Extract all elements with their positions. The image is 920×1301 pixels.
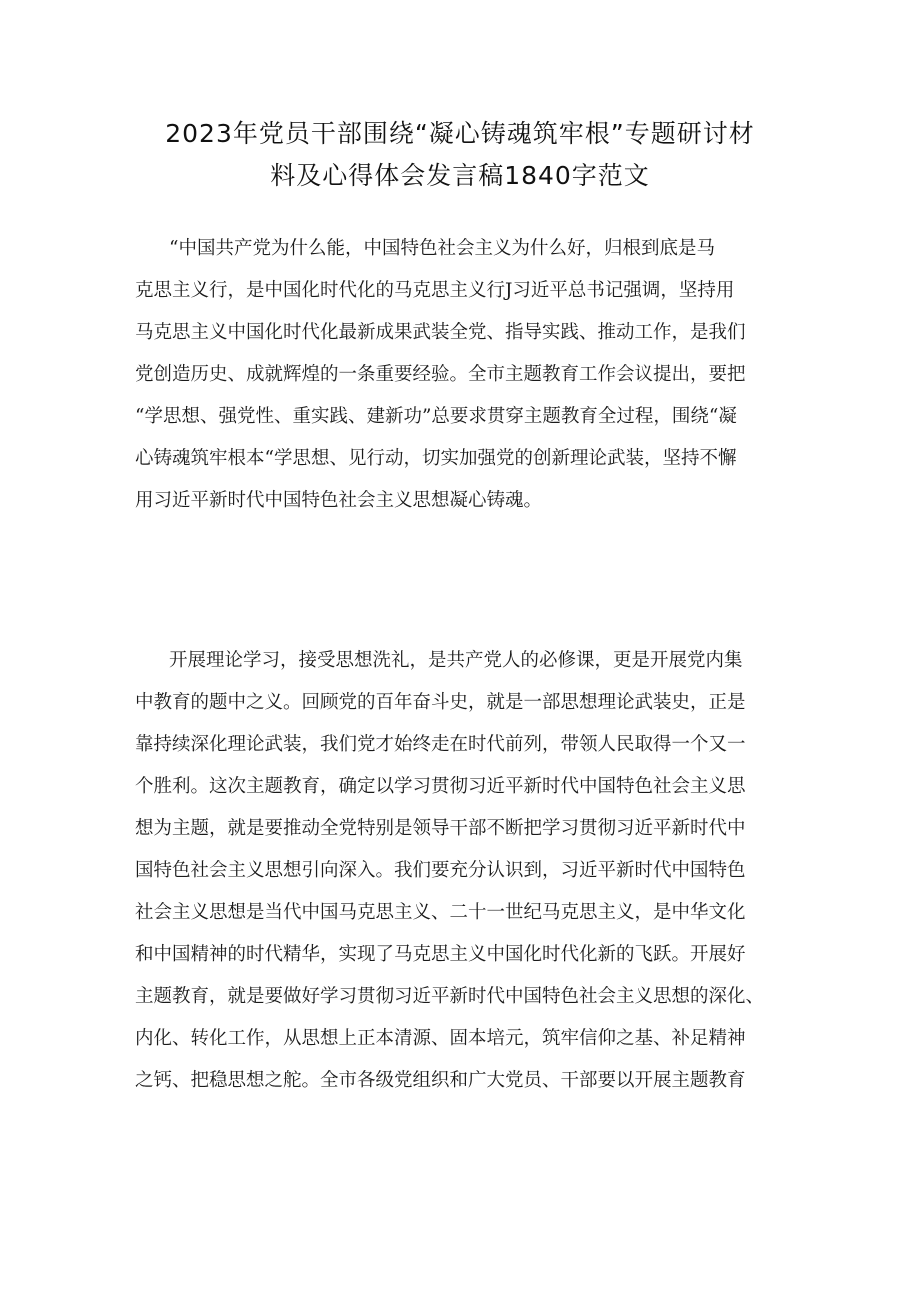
title-line: 2023年党员干部围绕“凝心铸魂筑牢根”专题研讨材 <box>165 119 755 148</box>
paragraph-line: 靠持续深化理论武装，我们党才始终走在时代前列，带领人民取得一个又一 <box>135 734 746 755</box>
paragraph-line: 中教育的题中之义。回顾党的百年奋斗史，就是一部思想理论武装史，正是 <box>135 692 746 713</box>
paragraph-line: 之钙、把稳思想之舵。全市各级党组织和广大党员、干部要以开展主题教育 <box>135 1070 746 1091</box>
paragraph-2 <box>135 640 795 1102</box>
paragraph-line: 克思主义行，是中国化时代化的马克思主义行J习近平总书记强调，坚持用 <box>135 280 735 301</box>
paragraph-line: 和中国精神的时代精华，实现了马克思主义中国化时代化新的飞跃。开展好 <box>135 944 746 965</box>
document-title <box>100 113 820 197</box>
paragraph-1 <box>135 228 795 522</box>
paragraph-line: 用习近平新时代中国特色社会主义思想凝心铸魂。 <box>135 490 543 511</box>
paragraph-line: 个胜利。这次主题教育，确定以学习贯彻习近平新时代中国特色社会主义思 <box>135 776 746 797</box>
paragraph-line: “中国共产党为什么能，中国特色社会主义为什么好，归根到底是马 <box>169 238 715 259</box>
paragraph-line: 想为主题，就是要推动全党特别是领导干部不断把学习贯彻习近平新时代中 <box>135 818 746 839</box>
paragraph-line: 马克思主义中国化时代化最新成果武装全党、指导实践、推动工作，是我们 <box>135 322 746 343</box>
paragraph-line: 内化、转化工作，从思想上正本清源、固本培元，筑牢信仰之基、补足精神 <box>135 1028 746 1049</box>
paragraph-line: 开展理论学习，接受思想洗礼，是共产党人的必修课，更是开展党内集 <box>169 650 743 671</box>
paragraph-line: 主题教育，就是要做好学习贯彻习近平新时代中国特色社会主义思想的深化、 <box>135 986 765 1007</box>
paragraph-line: 心铸魂筑牢根本“学思想、见行动，切实加强党的创新理论武装，坚持不懈 <box>135 448 737 469</box>
paragraph-line: “学思想、强党性、重实践、建新功”总要求贯穿主题教育全过程，围绕“凝 <box>135 406 737 427</box>
paragraph-line: 党创造历史、成就辉煌的一条重要经验。全市主题教育工作会议提出，要把 <box>135 364 746 385</box>
paragraph-line: 国特色社会主义思想引向深入。我们要充分认识到，习近平新时代中国特色 <box>135 860 746 881</box>
paragraph-line: 社会主义思想是当代中国马克思主义、二十一世纪马克思主义，是中华文化 <box>135 902 746 923</box>
title-line: 料及心得体会发言稿1840字范文 <box>270 161 650 190</box>
